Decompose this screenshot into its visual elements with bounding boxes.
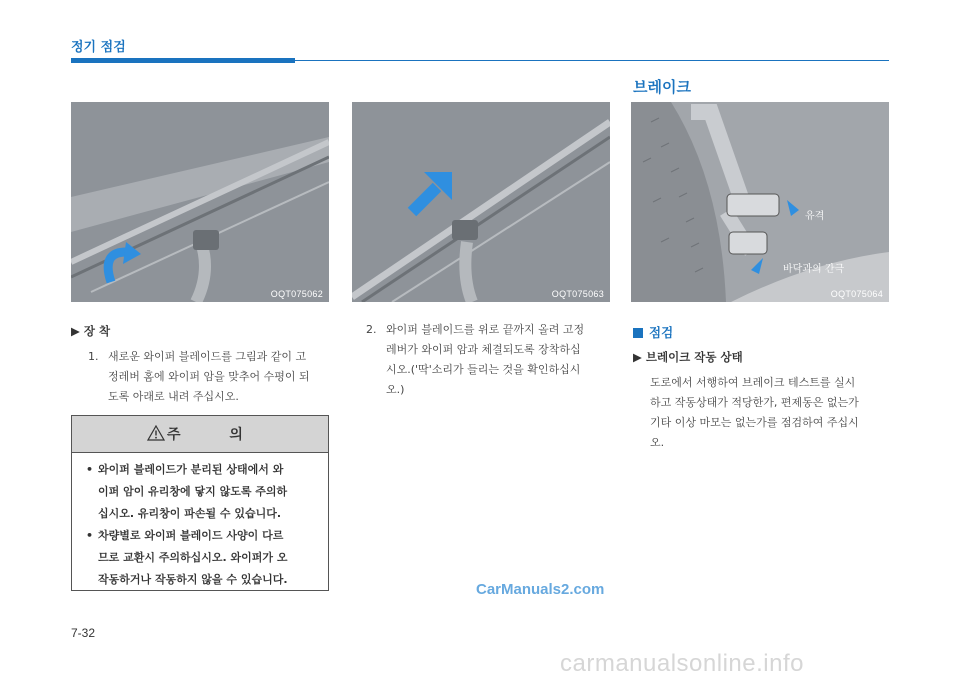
caution-box	[71, 415, 329, 591]
caution-title: 주 의	[167, 427, 265, 443]
caution-line: 므로 교환시 주의하십시오. 와이퍼가 오	[98, 551, 288, 564]
watermark-carmanualsonline: carmanualsonline.info	[560, 650, 804, 677]
chapter-title: 정기 점검	[71, 40, 126, 55]
label-floor-clearance: 바닥과의 간극	[783, 264, 845, 275]
wiper-lock-illustration	[352, 102, 610, 302]
brake-status-text	[650, 373, 895, 453]
caution-item	[86, 459, 320, 525]
wiper-install-illustration	[71, 102, 329, 302]
header-accent-bar	[71, 58, 295, 63]
step-line: 새로운 와이퍼 블레이드를 그림과 같이 고	[108, 350, 307, 363]
caution-item	[86, 525, 320, 591]
install-subhead: ▶ 장 착	[71, 324, 111, 338]
figure-code: OQT075062	[270, 289, 323, 299]
body-line: 하고 작동상태가 적당한가, 편제동은 없는가	[650, 396, 859, 409]
caution-header	[72, 416, 328, 453]
body-line: 도로에서 서행하여 브레이크 테스트를 실시	[650, 376, 856, 389]
brake-status-subhead: ▶ 브레이크 작동 상태	[633, 350, 743, 364]
caution-line: 작동하거나 작동하지 않을 수 있습니다.	[98, 573, 288, 586]
brake-pedal-illustration	[631, 102, 889, 302]
figure-code: OQT075064	[830, 289, 883, 299]
install-step-2	[366, 320, 611, 400]
step-line: 와이퍼 블레이드를 위로 끝까지 올려 고정	[386, 323, 585, 336]
body-line: 오.	[650, 436, 665, 449]
caution-body	[72, 453, 328, 591]
square-bullet-icon	[633, 328, 643, 338]
step-line: 레버가 와이퍼 암과 체결되도록 장착하십	[386, 343, 581, 356]
figure-brake-pedal	[631, 102, 889, 302]
page-number: 7-32	[71, 626, 96, 640]
header-rule	[295, 60, 889, 61]
step-line: 도록 아래로 내려 주십시오.	[108, 390, 239, 403]
figure-wiper-install	[71, 102, 329, 302]
body-line: 기타 이상 마모는 없는가를 점검하여 주십시	[650, 416, 859, 429]
figure-code: OQT075063	[551, 289, 604, 299]
caution-line: • 와이퍼 블레이드가 분리된 상태에서 와	[98, 463, 284, 476]
caution-line: 십시오. 유리창이 파손될 수 있습니다.	[98, 507, 282, 520]
step-number: 2.	[366, 323, 377, 336]
step-number: 1.	[88, 350, 99, 363]
step-line: 정레버 홈에 와이퍼 암을 맞추어 수평이 되	[108, 370, 310, 383]
inspection-heading-text: 점검	[649, 325, 674, 340]
inspection-heading	[633, 323, 673, 341]
label-pedal-play: 유격	[805, 211, 825, 222]
step-line: 오.)	[386, 383, 405, 396]
watermark-carmanuals2[interactable]: CarManuals2.com	[476, 581, 605, 598]
caution-line: 이퍼 암이 유리창에 닿지 않도록 주의하	[98, 485, 288, 498]
step-line: 시오.('딱'소리가 들리는 것을 확인하십시	[386, 363, 581, 376]
caution-line: • 차량별로 와이퍼 블레이드 사양이 다르	[98, 529, 284, 542]
install-step-1	[88, 347, 333, 407]
warning-triangle-icon	[147, 425, 165, 441]
section-title: 브레이크	[633, 78, 691, 96]
figure-wiper-lock	[352, 102, 610, 302]
